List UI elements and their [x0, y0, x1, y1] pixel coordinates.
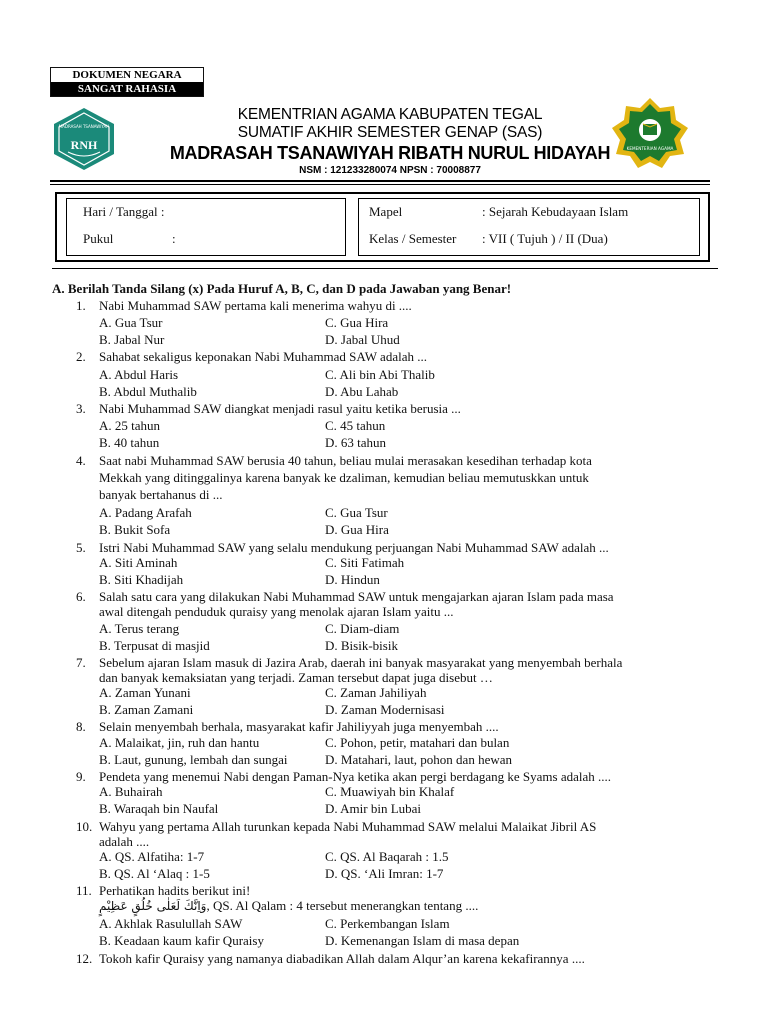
answer-option: D. Amir bin Lubai — [325, 801, 422, 816]
answer-option: D. Kemenangan Islam di masa depan — [325, 933, 520, 948]
answer-option: D. QS. ‘Ali Imran: 1-7 — [325, 866, 444, 881]
answer-option: D. Hindun — [325, 572, 380, 587]
class-value: : VII ( Tujuh ) / II (Dua) — [482, 231, 608, 246]
answer-option: C. Pohon, petir, matahari dan bulan — [325, 735, 510, 750]
answer-option: D. Bisik-bisik — [325, 638, 398, 653]
question: 8. Selain menyembah berhala, masyarakat kafir Jahiliyyah juga menyembah .... — [76, 719, 499, 734]
answer-option: A. QS. Alfatiha: 1-7 — [99, 849, 205, 864]
answer-option: B. Keadaan kaum kafir Quraisy — [99, 933, 264, 948]
section-a-instruction: A. Berilah Tanda Silang (x) Pada Huruf A, B, C, dan D pada Jawaban yang Benar! — [52, 281, 512, 296]
answer-option: D. 63 tahun — [325, 435, 387, 450]
question: 2. Sahabat sekaligus keponakan Nabi Muhammad SAW adalah ... — [76, 349, 427, 364]
answer-option: A. Akhlak Rasulullah SAW — [99, 916, 243, 931]
answer-option: B. Waraqah bin Naufal — [99, 801, 219, 816]
logo-kemenag-text: KEMENTERIAN AGAMA — [626, 146, 674, 151]
answer-option: A. Gua Tsur — [99, 315, 163, 330]
answer-option: C. Muawiyah bin Khalaf — [325, 784, 455, 799]
question: 1. Nabi Muhammad SAW pertama kali menerima wahyu di .... — [76, 298, 412, 313]
question: 5. Istri Nabi Muhammad SAW yang selalu mendukung perjuangan Nabi Muhammad SAW adalah ... — [76, 540, 609, 555]
question-continuation: وَاِنَّكَ لَعَلٰى خُلُقٍ عَظِيْمٍ, QS. Al Qalam : 4 tersebut menerangkan tentang .... — [99, 898, 479, 913]
school-ids: NSM : 121233280074 NPSN : 70008877 — [299, 165, 481, 176]
madrasah-logo — [50, 106, 118, 172]
question-continuation: awal ditengah penduduk quraisy yang menolak ajaran Islam yaitu ... — [99, 604, 454, 619]
question: 6. Salah satu cara yang dilakukan Nabi Muhammad SAW untuk mengajarkan ajaran Islam pada masa — [76, 589, 614, 604]
svg-text:MADRASAH TSANAWIYAH: MADRASAH TSANAWIYAH — [58, 124, 110, 129]
question: 11. Perhatikan hadits berikut ini! — [76, 883, 251, 898]
answer-option: A. Siti Aminah — [99, 555, 178, 570]
answer-option: B. Terpusat di masjid — [99, 638, 210, 653]
classification-stamp — [50, 67, 204, 97]
answer-option: A. 25 tahun — [99, 418, 161, 433]
answer-option: B. Zaman Zamani — [99, 702, 194, 717]
answer-option: D. Jabal Uhud — [325, 332, 400, 347]
info-divider — [52, 268, 718, 269]
subject-label: Mapel — [369, 204, 403, 219]
answer-option: C. Gua Tsur — [325, 505, 388, 520]
question: 3. Nabi Muhammad SAW diangkat menjadi rasul yaitu ketika berusia ... — [76, 401, 461, 416]
answer-option: C. Perkembangan Islam — [325, 916, 450, 931]
answer-option: D. Abu Lahab — [325, 384, 399, 399]
answer-option: C. Diam-diam — [325, 621, 400, 636]
answer-option: B. Siti Khadijah — [99, 572, 184, 587]
arabic-verse: وَاِنَّكَ لَعَلٰى خُلُقٍ عَظِيْمٍ — [99, 899, 207, 913]
answer-option: B. Jabal Nur — [99, 332, 165, 347]
answer-option: D. Zaman Modernisasi — [325, 702, 445, 717]
time-label: Pukul — [83, 231, 114, 246]
date-label: Hari / Tanggal : — [83, 204, 165, 219]
answer-option: B. Laut, gunung, lembah dan sungai — [99, 752, 288, 767]
answer-option: B. Bukit Sofa — [99, 522, 171, 537]
answer-option: A. Buhairah — [99, 784, 163, 799]
answer-option: C. Gua Hira — [325, 315, 389, 330]
exam-title: SUMATIF AKHIR SEMESTER GENAP (SAS) — [237, 124, 543, 141]
question-continuation: adalah .... — [99, 834, 150, 849]
question-continuation: dan banyak kemaksiatan yang terjadi. Zaman tersebut dapat juga disebut … — [99, 670, 493, 685]
question-continuation: Mekkah yang ditinggalinya karena banyak ke dzaliman, kemudian beliau memutuskkan untuk — [99, 470, 589, 485]
answer-option: C. Zaman Jahiliyah — [325, 685, 427, 700]
subject-value: : Sejarah Kebudayaan Islam — [482, 204, 629, 219]
question: 4. Saat nabi Muhammad SAW berusia 40 tahun, beliau mulai merasakan kesedihan terhadap kota — [76, 453, 592, 468]
answer-option: A. Zaman Yunani — [99, 685, 191, 700]
answer-option: D. Gua Hira — [325, 522, 389, 537]
answer-option: A. Padang Arafah — [99, 505, 192, 520]
ministry-title: KEMENTRIAN AGAMA KABUPATEN TEGAL — [237, 106, 543, 123]
answer-option: A. Terus terang — [99, 621, 180, 636]
header-divider-thick — [50, 180, 710, 182]
answer-option: D. Matahari, laut, pohon dan hewan — [325, 752, 513, 767]
answer-option: A. Abdul Haris — [99, 367, 179, 382]
answer-option: C. 45 tahun — [325, 418, 386, 433]
header-divider-thin — [50, 184, 710, 185]
answer-option: C. QS. Al Baqarah : 1.5 — [325, 849, 449, 864]
question: 10. Wahyu yang pertama Allah turunkan kepada Nabi Muhammad SAW melalui Malaikat Jibril AS — [76, 819, 597, 834]
stamp-document-label: DOKUMEN NEGARA — [51, 68, 203, 82]
question: 12. Tokoh kafir Quraisy yang namanya diabadikan Allah dalam Alqur’an karena kekafirannya .... — [76, 951, 585, 966]
answer-option: B. Abdul Muthalib — [99, 384, 197, 399]
answer-option: A. Malaikat, jin, ruh dan hantu — [99, 735, 260, 750]
answer-option: C. Siti Fatimah — [325, 555, 405, 570]
answer-option: C. Ali bin Abi Thalib — [325, 367, 435, 382]
answer-option: B. QS. Al ‘Alaq : 1-5 — [99, 866, 210, 881]
answer-option: B. 40 tahun — [99, 435, 160, 450]
school-name: MADRASAH TSANAWIYAH RIBATH NURUL HIDAYAH — [169, 143, 611, 163]
time-colon: : — [172, 231, 176, 246]
logo-rnh-text: RNH — [70, 138, 98, 152]
question: 7. Sebelum ajaran Islam masuk di Jazira Arab, daerah ini banyak masyarakat yang menyembah berhala — [76, 655, 623, 670]
question: 9. Pendeta yang menemui Nabi dengan Paman-Nya ketika akan pergi berdagang ke Syams adalah .... — [76, 769, 612, 784]
question-continuation: banyak bertahanus di ... — [99, 487, 223, 502]
stamp-secret-label: SANGAT RAHASIA — [51, 82, 203, 96]
class-label: Kelas / Semester — [369, 231, 457, 246]
